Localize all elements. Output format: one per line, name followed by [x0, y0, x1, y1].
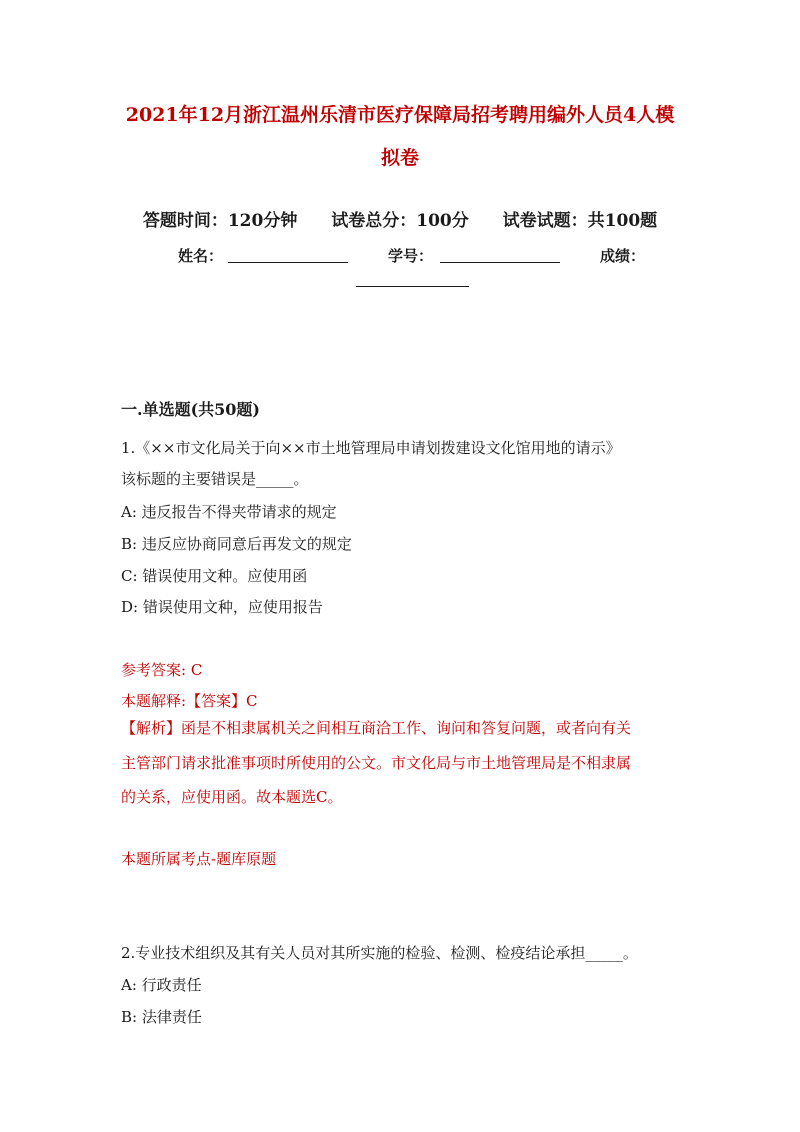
student-fields: [178, 243, 648, 269]
question-1-stem-line-2: 该标题的主要错误是_____。: [121, 470, 309, 488]
name-label: 姓名：: [178, 247, 224, 265]
id-label: 学号：: [388, 247, 434, 265]
question-1-analysis-line-2: 主管部门请求批准事项时所使用的公文。市文化局与市土地管理局是不相隶属: [121, 754, 632, 772]
question-1-option-a: A: 违反报告不得夹带请求的规定: [121, 503, 337, 521]
question-1-analysis-line-1: 【解析】函是不相隶属机关之间相互商洽工作、询问和答复问题，或者向有关: [121, 719, 632, 737]
exam-title-line-1: 2021年12月浙江温州乐清市医疗保障局招考聘用编外人员4人模: [125, 104, 675, 126]
exam-question-count: 试卷试题：共100题: [502, 211, 658, 231]
exam-meta: [0, 208, 800, 234]
section-title: 一.单选题(共50题): [121, 400, 260, 419]
question-1-stem-line-1: 1.《××市文化局关于向××市土地管理局申请划拨建设文化馆用地的请示》: [121, 439, 621, 457]
exam-total-score: 试卷总分：100分: [331, 211, 469, 231]
question-1-option-c: C: 错误使用文种。应使用函: [121, 567, 308, 585]
question-1-option-d: D: 错误使用文种，应使用报告: [121, 598, 323, 616]
question-1-point: 本题所属考点-题库原题: [121, 850, 277, 868]
question-1-analysis-line-3: 的关系，应使用函。故本题选C。: [121, 788, 343, 806]
name-blank: [228, 262, 348, 263]
question-1-explanation-head: 本题解释:【答案】C: [121, 692, 258, 710]
score-blank: [356, 286, 469, 287]
id-blank: [440, 262, 560, 263]
exam-title-line-2: 拟卷: [380, 147, 419, 169]
question-2-stem: 2.专业技术组织及其有关人员对其所实施的检验、检测、检疫结论承担_____。: [121, 944, 638, 962]
question-2-option-b: B: 法律责任: [121, 1008, 202, 1026]
question-2-option-a: A: 行政责任: [121, 976, 202, 994]
score-label: 成绩：: [600, 247, 646, 265]
question-1-option-b: B: 违反应协商同意后再发文的规定: [121, 535, 352, 553]
exam-time: 答题时间：120分钟: [142, 211, 298, 231]
question-1-answer: 参考答案: C: [121, 661, 203, 679]
